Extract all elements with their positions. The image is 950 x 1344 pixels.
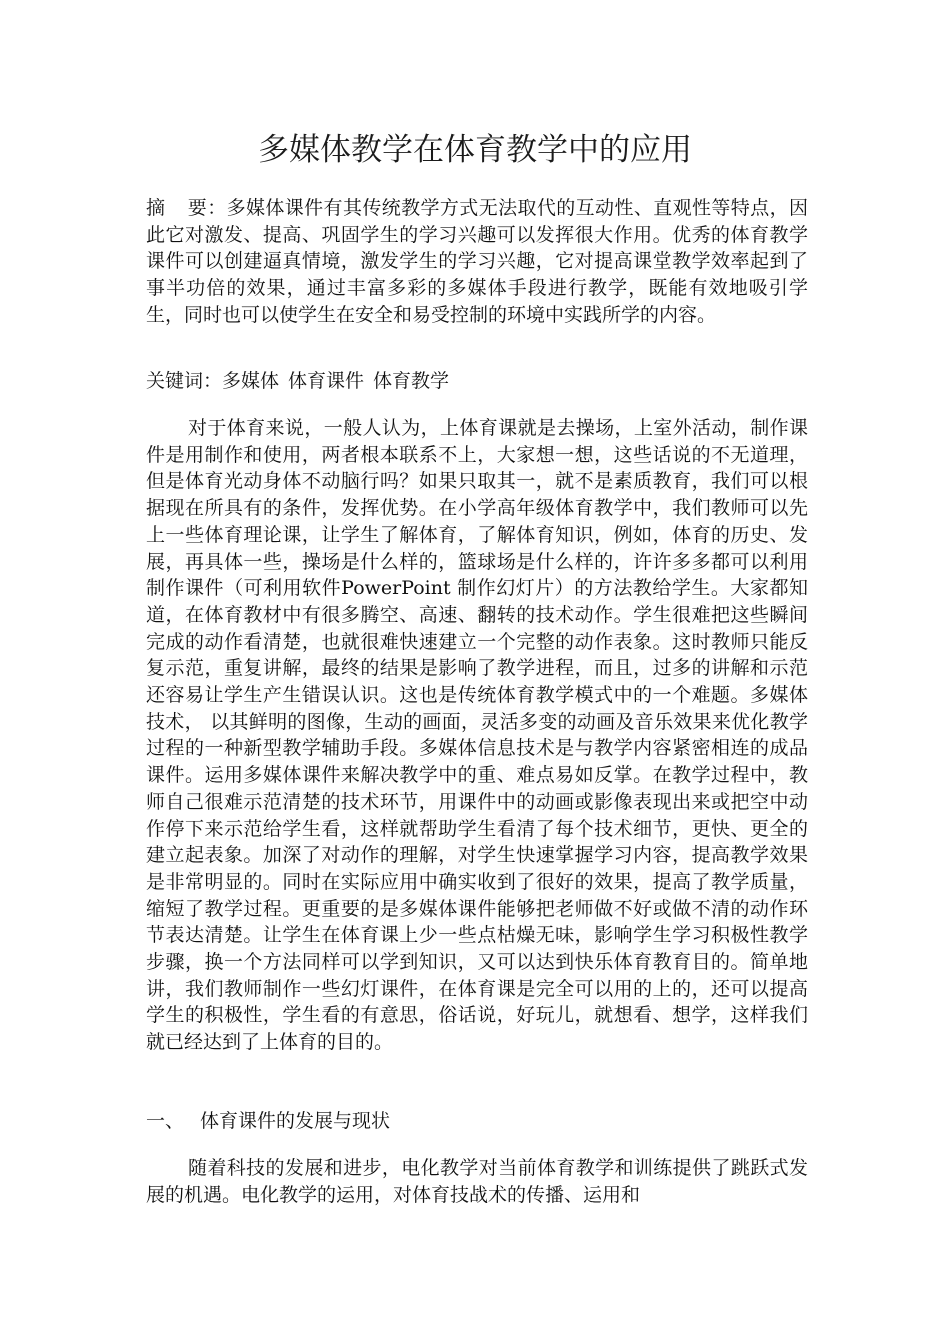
keywords-label: 关键词： xyxy=(146,370,223,392)
abstract-paragraph xyxy=(146,195,808,329)
section-number: 一、 xyxy=(146,1110,185,1132)
keyword-item: 体育教学 xyxy=(373,370,450,392)
section-heading xyxy=(146,1108,808,1135)
abstract-text: 多媒体课件有其传统教学方式无法取代的互动性、直观性等特点，因此它对激发、提高、巩固学生的学习兴趣可以发挥很大作用。优秀的体育教学课件可以创建逼真情境，激发学生的学习兴趣，它对提高课堂教学效率起到了事半功倍的效果，通过丰富多彩的多媒体手段进行教学，既能有效地吸引学生，同时也可以使学生在安全和易受控制的环境中实践所学的内容。 xyxy=(146,197,808,326)
body-paragraph: 随着科技的发展和进步，电化教学对当前体育教学和训练提供了跳跃式发展的机遇。电化教学的运用，对体育技战术的传播、运用和 xyxy=(146,1157,808,1206)
keyword-item: 体育课件 xyxy=(288,370,365,392)
abstract-label-second: 要： xyxy=(187,197,227,219)
document-title: 多媒体教学在体育教学中的应用 xyxy=(258,132,692,168)
abstract-label-first: 摘 xyxy=(146,197,166,219)
body-paragraph: 对于体育来说，一般人认为，上体育课就是去操场，上室外活动，制作课件是用制作和使用，两者根本联系不上，大家想一想，这些话说的不无道理，但是体育光动身体不动脑行吗？如果只取其一，就不是素质教育，我们可以根据现在所具有的条件，发挥优势。在小学高年级体育教学中，我们教师可以先上一些体育理论课，让学生了解体育，了解体育知识，例如，体育的历史、发展，再具体一些，操场是什么样的，篮球场是什么样的，许许多多都可以利用制作课件（可利用软件PowerPoint 制作幻灯片）的方法教给学生。大家都知道，在体育教材中有很多腾空、高速、翻转的技术动作。学生很难把这些瞬间完成的动作看清楚，也就很难快速建立一个完整的动作表象。这时教师只能反复示范，重复讲解，最终的结果是影响了教学进程，而且，过多的讲解和示范还容易让学生产生错误认识。这也是传统体育教学模式中的一个难题。多媒体技术， 以其鲜明的图像，生动的画面，灵活多变的动画及音乐效果来优化教学过程的一种新型教学辅助手段。多媒体信息技术是与教学内容紧密相连的成品课件。运用多媒体课件来解决教学中的重、难点易如反掌。在教学过程中，教师自己很难示范清楚的技术环节，用课件中的动画或影像表现出来或把空中动作停下来示范给学生看，这样就帮助学生看清了每个技术细节，更快、更全的建立起表象。加深了对动作的理解，对学生快速掌握学习内容，提高教学效果是非常明显的。同时在实际应用中确实收到了很好的效果，提高了教学质量，缩短了教学过程。更重要的是多媒体课件能够把老师做不好或做不清的动作环节表达清楚。让学生在体育课上少一些点枯燥无味，影响学生学习积极性教学步骤，换一个方法同样可以学到知识，又可以达到快乐体育教育目的。简单地讲，我们教师制作一些幻灯课件，在体育课是完全可以用的上的，还可以提高学生的积极性，学生看的有意思，俗话说，好玩儿，就想看、想学，这样我们就已经达到了上体育的目的。 xyxy=(146,417,808,1054)
abstract-label xyxy=(146,197,227,219)
keyword-item: 多媒体 xyxy=(222,370,280,392)
keywords-line xyxy=(146,368,808,395)
section-title: 体育课件的发展与现状 xyxy=(200,1110,391,1132)
